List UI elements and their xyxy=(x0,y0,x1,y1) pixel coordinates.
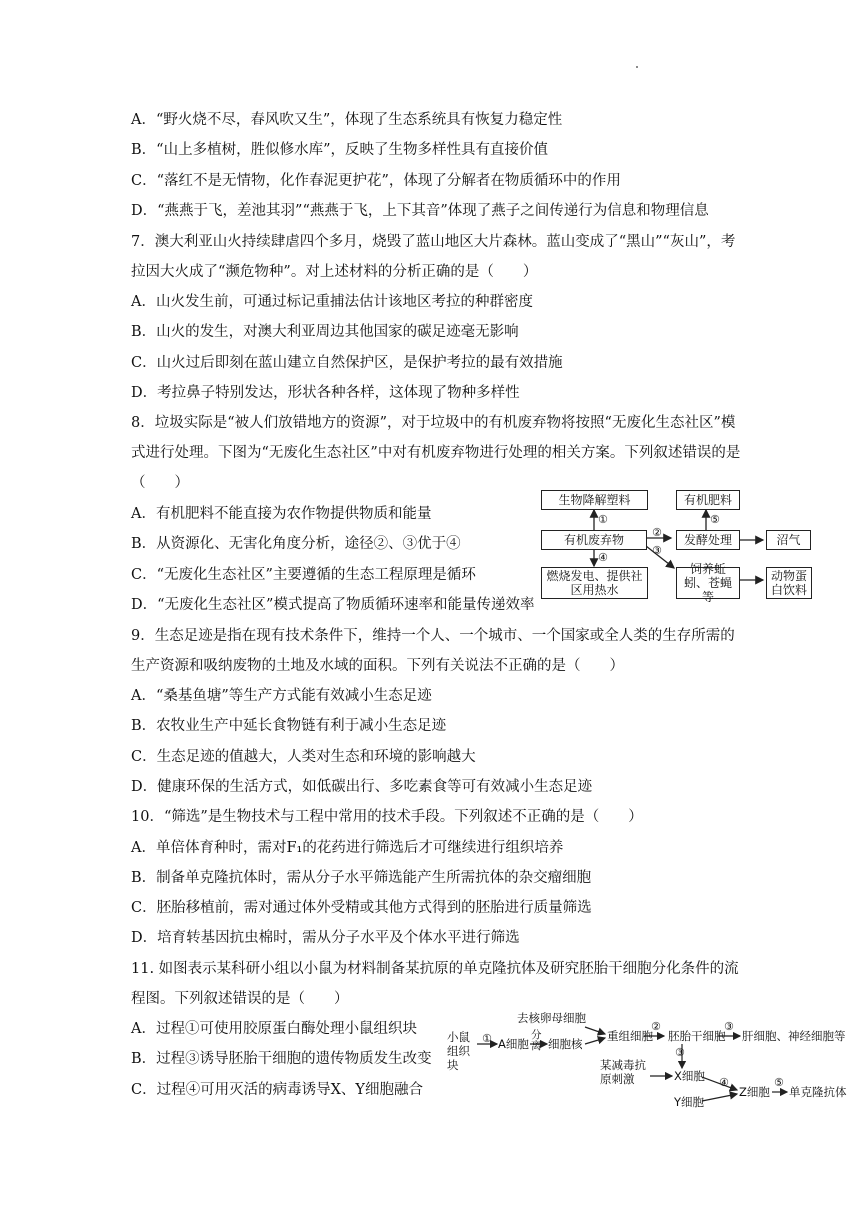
box-feed-worms: 饲养蚯蚓、苍蝇等 xyxy=(676,567,740,599)
option-line: A．“桑基鱼塘”等生产方式能有效减小生态足迹 xyxy=(131,688,432,704)
label-liver-nerve: 肝细胞、神经细胞等 xyxy=(742,1029,846,1043)
label-mouse-tissue: 小鼠组织块 xyxy=(447,1030,470,1072)
step-2-label: ② xyxy=(651,1020,661,1033)
option-line: D．“无废化生态社区”模式提高了物质循环速率和能量传递效率 xyxy=(131,597,535,613)
step-5-label: ⑤ xyxy=(710,513,720,526)
box-organic-waste: 有机废弃物 xyxy=(541,530,647,550)
option-line: B．农牧业生产中延长食物链有利于减小生态足迹 xyxy=(131,718,447,734)
option-line: C．“无废化生态社区”主要遵循的生态工程原理是循环 xyxy=(131,567,476,583)
option-line: B．从资源化、无害化角度分析，途径②、③优于④ xyxy=(131,536,461,552)
box-organic-fertilizer: 有机肥料 xyxy=(676,490,740,510)
question-line: 9．生态足迹是指在现有技术条件下，维持一个人、一个城市、一个国家或全人类的生存所需的 xyxy=(131,628,735,644)
label-y-cell: Y细胞 xyxy=(674,1095,705,1109)
step-4-label: ④ xyxy=(598,551,608,564)
option-line: A．有机肥料不能直接为农作物提供物质和能量 xyxy=(131,506,432,522)
question-line: 11. 如图表示某科研小组以小鼠为材料制备某抗原的单克隆抗体及研究胚胎干细胞分化条件的流 xyxy=(131,961,739,977)
option-line: D．培育转基因抗虫棉时，需从分子水平及个体水平进行筛选 xyxy=(131,930,520,946)
label-z-cell: Z细胞 xyxy=(739,1085,770,1099)
step-1-label: ① xyxy=(482,1032,492,1045)
step-1-label: ① xyxy=(598,513,608,526)
step-5-label: ⑤ xyxy=(774,1076,784,1089)
option-line: B．“山上多植树，胜似修水库”，反映了生物多样性具有直接价值 xyxy=(131,142,548,158)
option-line: D．考拉鼻子特别发达，形状各种各样，这体现了物种多样性 xyxy=(131,385,520,401)
label-recombined-cell: 重组细胞 xyxy=(607,1029,653,1043)
option-line: B．过程③诱导胚胎干细胞的遗传物质发生改变 xyxy=(131,1051,432,1067)
option-line: B．山火的发生，对澳大利亚周边其他国家的碳足迹毫无影响 xyxy=(131,324,519,340)
option-line: C．过程④可用灭活的病毒诱导X、Y细胞融合 xyxy=(131,1082,423,1098)
question-line: 7．澳大利亚山火持续肆虐四个多月，烧毁了蓝山地区大片森林。蓝山变成了“黑山”“灰山”，考 xyxy=(131,234,736,250)
label-separate: 分离 xyxy=(531,1029,542,1052)
option-line: A．山火发生前，可通过标记重捕法估计该地区考拉的种群密度 xyxy=(131,294,533,310)
box-animal-protein: 动物蛋白饮料 xyxy=(766,567,812,599)
question-line: 8．垃圾实际是“被人们放错地方的资源”，对于垃圾中的有机废弃物将按照“无废化生态社区”模 xyxy=(131,415,736,431)
step-2-label: ② xyxy=(652,526,662,539)
option-line: D．健康环保的生活方式，如低碳出行、多吃素食等可有效减小生态足迹 xyxy=(131,779,593,795)
box-biogas: 沼气 xyxy=(766,530,811,550)
option-line: A．过程①可使用胶原蛋白酶处理小鼠组织块 xyxy=(131,1021,417,1037)
label-cell-a: A细胞 xyxy=(498,1037,529,1051)
label-virus-stim: 某减毒抗原刺激 xyxy=(600,1058,646,1086)
option-line: C．“落红不是无情物，化作春泥更护花”，体现了分解者在物质循环中的作用 xyxy=(131,173,621,189)
question-line: 生产资源和吸纳废物的土地及水域的面积。下列有关说法不正确的是（ ） xyxy=(131,658,624,674)
step-3-label: ③ xyxy=(724,1020,734,1033)
option-line: C．胚胎移植前，需对通过体外受精或其他方式得到的胚胎进行质量筛选 xyxy=(131,900,592,916)
question-line: （ ） xyxy=(131,475,189,491)
question-line: 拉因大火成了“濒危物种”。对上述材料的分析正确的是（ ） xyxy=(131,264,538,280)
box-bio-plastic: 生物降解塑料 xyxy=(541,490,648,510)
box-fermentation: 发酵处理 xyxy=(676,530,740,550)
option-line: D．“燕燕于飞，差池其羽”“燕燕于飞，上下其音”体现了燕子之间传递行为信息和物理信息 xyxy=(131,203,709,219)
question-line: 式进行处理。下图为“无废化生态社区”中对有机废弃物进行处理的相关方案。下列叙述错误的是 xyxy=(131,445,741,461)
option-line: B．制备单克隆抗体时，需从分子水平筛选能产生所需抗体的杂交瘤细胞 xyxy=(131,870,592,886)
step-3-label: ③ xyxy=(652,544,662,557)
label-nucleus: 细胞核 xyxy=(548,1037,583,1051)
step-3b-label: ③ xyxy=(675,1046,685,1059)
question-line: 10．“筛选”是生物技术与工程中常用的技术手段。下列叙述不正确的是（ ） xyxy=(131,809,643,825)
label-enucleated-egg: 去核卵母细胞 xyxy=(517,1011,586,1025)
option-line: C．山火过后即刻在蓝山建立自然保护区，是保护考拉的最有效措施 xyxy=(131,355,563,371)
label-esc: 胚胎干细胞 xyxy=(668,1029,726,1043)
label-x-cell: X细胞 xyxy=(674,1069,705,1083)
option-line: A．“野火烧不尽，春风吹又生”，体现了生态系统具有恢复力稳定性 xyxy=(131,112,563,128)
label-mab: 单克隆抗体 xyxy=(789,1085,847,1099)
box-burn-power: 燃烧发电、提供社区用热水 xyxy=(541,567,648,599)
question-line: 程图。下列叙述错误的是（ ） xyxy=(131,991,349,1007)
option-line: A．单倍体育种时，需对F₁的花药进行筛选后才可继续进行组织培养 xyxy=(131,840,564,856)
option-line: C．生态足迹的值越大，人类对生态和环境的影响越大 xyxy=(131,749,476,765)
step-4-label: ④ xyxy=(719,1076,729,1089)
